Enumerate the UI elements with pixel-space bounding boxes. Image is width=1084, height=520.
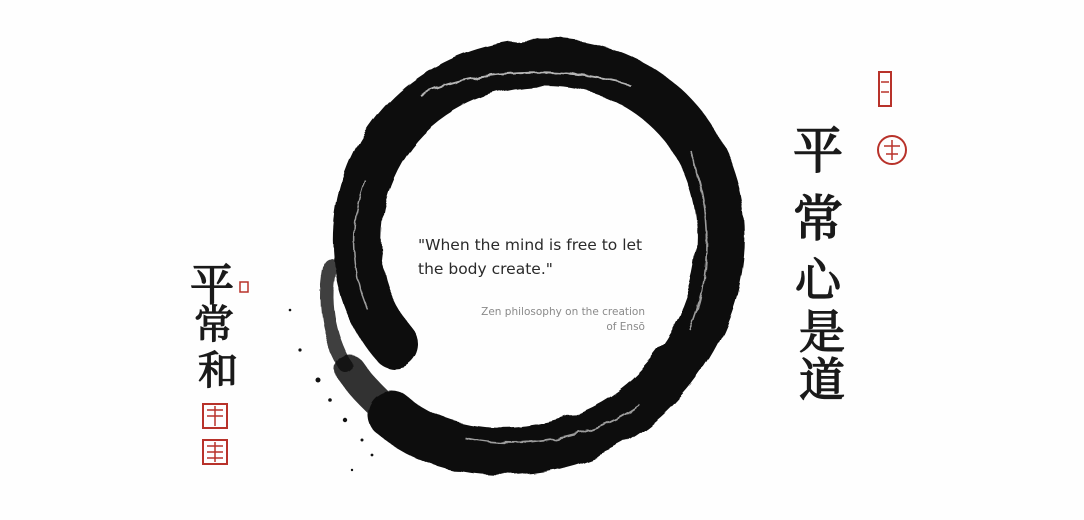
quote-attribution: Zen philosophy on the creation of Ensō — [481, 306, 645, 333]
svg-text:常: 常 — [793, 189, 843, 248]
right-calligraphy-inscription — [793, 121, 845, 407]
right-seal-stamps — [878, 72, 906, 164]
svg-text:心: 心 — [795, 253, 841, 307]
left-calligraphy-signature — [190, 260, 238, 394]
svg-text:平: 平 — [793, 121, 843, 180]
svg-text:和: 和 — [198, 347, 238, 394]
svg-text:平: 平 — [190, 260, 234, 311]
svg-text:是: 是 — [799, 305, 845, 359]
quote-text: "When the mind is free to let the body create." — [418, 236, 643, 278]
svg-text:道: 道 — [799, 353, 845, 407]
svg-text:常: 常 — [194, 301, 234, 348]
